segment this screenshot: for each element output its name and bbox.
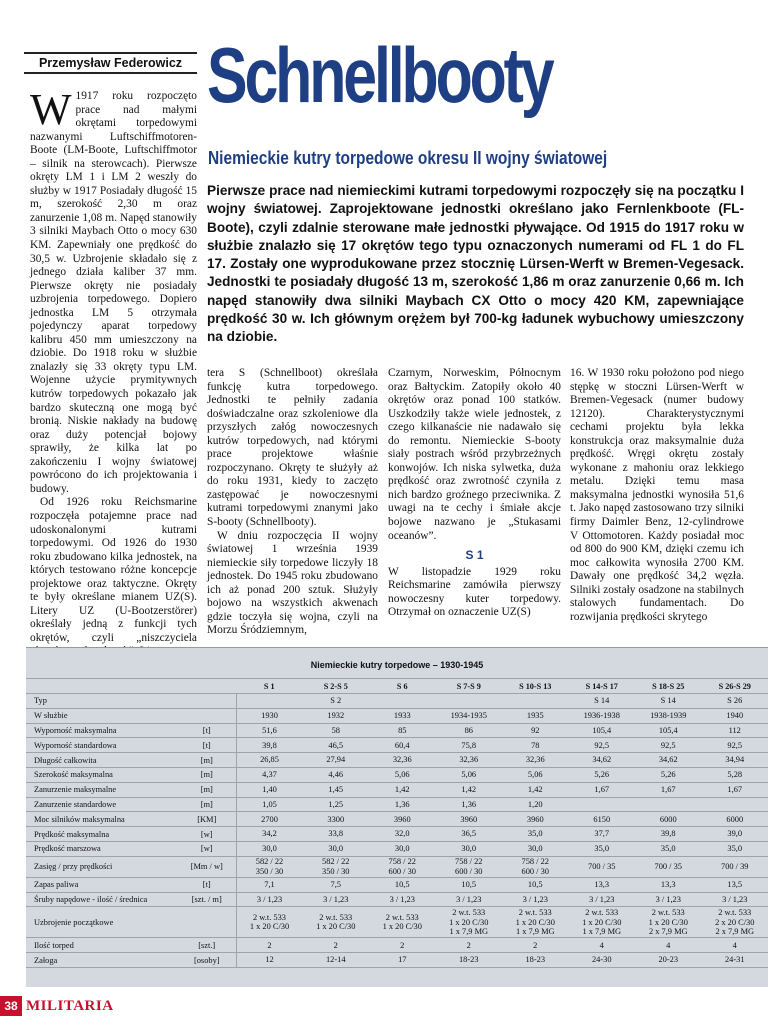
row-unit: [Mm / w] bbox=[178, 856, 236, 877]
table-cell: 3 / 1,23 bbox=[303, 892, 370, 907]
table-cell: 20-23 bbox=[635, 953, 702, 968]
table-cell: 32,36 bbox=[436, 753, 503, 768]
table-cell: 60,4 bbox=[369, 738, 436, 753]
table-cell: 582 / 22 350 / 30 bbox=[236, 856, 303, 877]
table-cell: 3960 bbox=[436, 812, 503, 827]
table-cell: 2 w.t. 533 1 x 20 C/30 1 x 7,9 MG bbox=[569, 907, 636, 938]
table-cell: 30,0 bbox=[436, 841, 503, 856]
row-unit: [m] bbox=[178, 767, 236, 782]
table-cell: 4,37 bbox=[236, 767, 303, 782]
table-cell: 3960 bbox=[502, 812, 569, 827]
row-unit: [m] bbox=[178, 797, 236, 812]
table-cell: 39,8 bbox=[236, 738, 303, 753]
table-cell: 2 w.t. 533 1 x 20 C/30 2 x 7,9 MG bbox=[635, 907, 702, 938]
table-cell: 10,5 bbox=[436, 877, 503, 892]
table-cell: 30,0 bbox=[369, 841, 436, 856]
table-cell: 6000 bbox=[702, 812, 768, 827]
table-cell: 92,5 bbox=[635, 738, 702, 753]
table-cell bbox=[436, 694, 503, 709]
table-cell: 3 / 1,23 bbox=[369, 892, 436, 907]
table-cell: 10,5 bbox=[502, 877, 569, 892]
table-cell bbox=[502, 694, 569, 709]
table-cell: 18-23 bbox=[502, 953, 569, 968]
table-cell: 1,67 bbox=[702, 782, 768, 797]
table-cell: 700 / 35 bbox=[635, 856, 702, 877]
row-unit bbox=[178, 694, 236, 709]
table-cell: 1932 bbox=[303, 708, 370, 723]
table-cell bbox=[236, 694, 303, 709]
column-header: S 26-S 29 bbox=[702, 679, 768, 694]
table-cell: 34,2 bbox=[236, 827, 303, 842]
row-label: Prędkość marszowa bbox=[26, 841, 178, 856]
table-row bbox=[26, 938, 768, 953]
row-label: Zapas paliwa bbox=[26, 877, 178, 892]
table-cell: 1,67 bbox=[635, 782, 702, 797]
table-cell: 1,42 bbox=[436, 782, 503, 797]
table-cell: 3 / 1,23 bbox=[236, 892, 303, 907]
table-row bbox=[26, 892, 768, 907]
table-cell: 7,5 bbox=[303, 877, 370, 892]
table-cell: 105,4 bbox=[569, 723, 636, 738]
row-unit: [w] bbox=[178, 841, 236, 856]
page-footer bbox=[0, 996, 200, 1016]
table-cell: 582 / 22 350 / 30 bbox=[303, 856, 370, 877]
table-cell: 2700 bbox=[236, 812, 303, 827]
table-row bbox=[26, 797, 768, 812]
row-label: Moc silników maksymalna bbox=[26, 812, 178, 827]
row-unit: [m] bbox=[178, 753, 236, 768]
table-cell: 18-23 bbox=[436, 953, 503, 968]
row-label: Typ bbox=[26, 694, 178, 709]
table-cell: 1934-1935 bbox=[436, 708, 503, 723]
lead-paragraph: Pierwsze prace nad niemieckimi kutrami torpedowymi rozpoczęły się na początku I wojny światowej. Zaprojektowane jednostki określano jako Fernlenkboote (FL-Boote), czyli zdalnie sterowane małe jednostki pływające. Od 1915 do 1917 roku w służbie znalazło się 17 okrętów tego typu oznaczonych numerami od FL 1 do FL 17. Zostały one wyprodukowane przez stocznię Lürsen-Werft w Bremen-Vegesack. Jednostki te posiadały długość 13 m, szerokość 1,86 m oraz zanurzenie 0,66 m. Ich napęd stanowiły dwa silniki Maybach CX Otto o mocy 420 KM, zapewniające prędkość 30 w. Ich głównym orężem był 700-kg ładunek wybuchowy umieszczony na dziobie. bbox=[207, 183, 744, 345]
row-label: Wyporność maksymalna bbox=[26, 723, 178, 738]
table-cell: 1935 bbox=[502, 708, 569, 723]
body-column-2 bbox=[207, 367, 378, 638]
table-cell: 2 w.t. 533 1 x 20 C/30 bbox=[369, 907, 436, 938]
table-cell: 32,0 bbox=[369, 827, 436, 842]
table-cell: 3 / 1,23 bbox=[436, 892, 503, 907]
table-cell: 7,1 bbox=[236, 877, 303, 892]
table-cell: 46,5 bbox=[303, 738, 370, 753]
table-cell: 2 w.t. 533 1 x 20 C/30 1 x 7,9 MG bbox=[502, 907, 569, 938]
table-cell: 1,42 bbox=[369, 782, 436, 797]
table-cell: 3 / 1,23 bbox=[502, 892, 569, 907]
table-cell: 34,94 bbox=[702, 753, 768, 768]
row-label: Załoga bbox=[26, 953, 178, 968]
section-heading: S 1 bbox=[465, 548, 484, 563]
author-byline: Przemysław Federowicz bbox=[24, 52, 197, 74]
body-paragraph: 16. W 1930 roku położono pod niego stępkę w stoczni Lürsen-Werft w Bremen-Vegesack (numer budowy 12120). Charakterystycznymi cechami projektu była lekka konstrukcja oraz maksymalnie duża prędkość. Wręgi okrętu zostały wykonane z mahoniu oraz lekkiego metalu. Dzięki temu masa maksymalna jednostki wynosiła 51,6 t. Jako napęd zastosowano trzy silniki firmy Daimler Benz, 12-cylindrowe V Ottomotoren. Każdy posiadał moc od 800 do 900 KM, dzięki czemu ich moc całkowita wynosiła 2700 KM. Dawały one prędkość 34,2 węzła. Silniki zostały osadzone na stabilnych stalowych fundamentach. Do rozwijania prędkości skrytego bbox=[570, 367, 744, 623]
table-cell: 26,85 bbox=[236, 753, 303, 768]
table-cell: 35,0 bbox=[702, 841, 768, 856]
column-header: S 1 bbox=[236, 679, 303, 694]
table-cell: 10,5 bbox=[369, 877, 436, 892]
table-cell: 2 w.t. 533 1 x 20 C/30 1 x 7,9 MG bbox=[436, 907, 503, 938]
table-cell: 92,5 bbox=[569, 738, 636, 753]
body-paragraph: W dniu rozpoczęcia II wojny światowej 1 września 1939 niemieckie siły torpedowe liczyły 18 jednostek. Do 1945 roku zbudowano ich aż ponad 200 sztuk. Służyły bojowo na wszystkich akwenach gdzie toczyła się wojna, czyli na Morzu Śródziemnym, bbox=[207, 529, 378, 637]
table-cell: 1,40 bbox=[236, 782, 303, 797]
table-cell: 700 / 35 bbox=[569, 856, 636, 877]
row-label: Śruby napędowe - ilość / średnica bbox=[26, 892, 178, 907]
table-cell: 1933 bbox=[369, 708, 436, 723]
row-unit: [KM] bbox=[178, 812, 236, 827]
column-header: S 6 bbox=[369, 679, 436, 694]
table-cell: 758 / 22 600 / 30 bbox=[436, 856, 503, 877]
table-cell: 1,25 bbox=[303, 797, 370, 812]
table-cell: 36,5 bbox=[436, 827, 503, 842]
table-cell: 92,5 bbox=[702, 738, 768, 753]
table-row bbox=[26, 738, 768, 753]
table-cell: 33,8 bbox=[303, 827, 370, 842]
row-unit bbox=[178, 907, 236, 938]
table-cell: 24-31 bbox=[702, 953, 768, 968]
table-cell: 3960 bbox=[369, 812, 436, 827]
table-cell: 30,0 bbox=[303, 841, 370, 856]
column-header: S 14-S 17 bbox=[569, 679, 636, 694]
table-cell: 2 bbox=[303, 938, 370, 953]
table-cell: 13,5 bbox=[702, 877, 768, 892]
table-row bbox=[26, 723, 768, 738]
specs-table bbox=[26, 678, 768, 968]
table-cell: 1,36 bbox=[436, 797, 503, 812]
table-cell: 78 bbox=[502, 738, 569, 753]
article-subtitle: Niemieckie kutry torpedowe okresu II wojny światowej bbox=[208, 148, 608, 168]
table-cell: 112 bbox=[702, 723, 768, 738]
table-cell: 2 bbox=[502, 938, 569, 953]
body-paragraph: tera S (Schnellboot) określała funkcję kutra torpedowego. Jednostki te pełniły zadania doświadczalne oraz szkoleniowe dla przyszłych załóg nowoczesnych kutrów torpedowych, nad którymi prace projektowe właśnie rozpoczynano. Okręty te służyły aż do roku 1931, kiedy to zaczęto zastępować je nowoczesnymi kutrami torpedowymi znanymi jako S-booty (Schnellbooty). bbox=[207, 367, 378, 529]
table-cell: 2 bbox=[369, 938, 436, 953]
table-cell: 5,06 bbox=[369, 767, 436, 782]
row-label: W służbie bbox=[26, 708, 178, 723]
table-cell: 3 / 1,23 bbox=[702, 892, 768, 907]
table-cell: 32,36 bbox=[502, 753, 569, 768]
table-cell bbox=[635, 797, 702, 812]
specs-table-panel bbox=[26, 647, 768, 987]
row-unit: [t] bbox=[178, 877, 236, 892]
row-unit: [osoby] bbox=[178, 953, 236, 968]
body-paragraph: Czarnym, Norweskim, Północnym oraz Bałtyckim. Zatopiły około 40 okrętów oraz ponad 100 statków. Uszkodziły także wiele jednostek, z czego kilkanaście nie nadawało się do remontu. Niemieckie S-booty siały postrach wśród przybrzeżnych konwojów. Ich niska sylwetka, duża prędkość oraz zwrotność czyniła z nich bardzo groźnego przeciwnika. Z uwagi na te cechy i śmiałe akcje bojowe nazwano je „Stukasami oceanów”. bbox=[388, 367, 561, 542]
table-cell: 86 bbox=[436, 723, 503, 738]
table-row bbox=[26, 841, 768, 856]
table-cell: 1,45 bbox=[303, 782, 370, 797]
table-cell: 24-30 bbox=[569, 953, 636, 968]
magazine-logo: MILITARIA bbox=[26, 998, 114, 1014]
table-cell: 5,28 bbox=[702, 767, 768, 782]
table-cell: 13,3 bbox=[635, 877, 702, 892]
table-cell: 3 / 1,23 bbox=[569, 892, 636, 907]
table-cell: 3 / 1,23 bbox=[635, 892, 702, 907]
row-label: Długość całkowita bbox=[26, 753, 178, 768]
row-unit: [szt. / m] bbox=[178, 892, 236, 907]
table-cell: 758 / 22 600 / 30 bbox=[502, 856, 569, 877]
table-cell: 2 bbox=[236, 938, 303, 953]
table-cell: 1938-1939 bbox=[635, 708, 702, 723]
body-column-4 bbox=[570, 367, 744, 624]
table-cell: 30,0 bbox=[502, 841, 569, 856]
table-cell: 4 bbox=[635, 938, 702, 953]
table-cell: 35,0 bbox=[635, 841, 702, 856]
table-cell: 92 bbox=[502, 723, 569, 738]
table-cell bbox=[369, 694, 436, 709]
body-column-1: W 1917 roku rozpoczęto prace nad małymi okrętami torpedowymi nazwanymi Luftschiffmotoren-Boote (LM-Boote, Luftschiffmotor – silnik na sterowcach). Pierwsze okręty LM 1 i LM 2 weszły do służby w 1917 Posiadały długość 15 m, szerokość 2,30 m oraz zanurzenie 1,08 m. Napęd stanowiły 3 silniki Maybach Otto o mocy 630 KM. Zapewniały one prędkość do 30,5 w. Uzbrojenie składało się z jednego działa kaliber 37 mm. Pierwsze okręty nie posiadały uzbrojenia torpedowego. Dopiero jednostka LM 5 otrzymała pojedynczy aparat torpedowy kalibru 450 mm umieszczony na dziobie. Do 1918 roku w służbie znalazły się 33 okręty typu LM. Wojenne użycie prymitywnych kutrów torpedowych pokazało jak bardzo skuteczną one mogą być bronią. Niskie nakłady na budowę oraz duży potencjał bojowy sprawiły, że kilka lat po zakończeniu I wojny światowej powrócono do ich projektowania i budowy. Od 1926 roku Reichsmarine rozpoczęła potajemne prace nad udoskonalonymi kutrami torpedowymi. Od 1926 do 1930 roku zbudowano kilka jednostek, na których testowano różne koncepcje projektowe oraz taktyczne. Okręty te były określane mianem UZ(S). Litery UZ (U-Bootzerstörer) określały jedną z funkcji tych okrętów, czyli „niszczyciela bbox=[30, 90, 197, 659]
table-cell: 4 bbox=[569, 938, 636, 953]
column-header: S 18-S 25 bbox=[635, 679, 702, 694]
table-cell: 5,06 bbox=[436, 767, 503, 782]
table-row bbox=[26, 753, 768, 768]
table-cell: 4,46 bbox=[303, 767, 370, 782]
row-label: Wyporność standardowa bbox=[26, 738, 178, 753]
table-cell: 1940 bbox=[702, 708, 768, 723]
body-column-3 bbox=[388, 367, 561, 620]
table-row bbox=[26, 694, 768, 709]
row-unit: [t] bbox=[178, 738, 236, 753]
table-row bbox=[26, 877, 768, 892]
table-cell: 58 bbox=[303, 723, 370, 738]
table-cell bbox=[702, 797, 768, 812]
table-cell: 758 / 22 600 / 30 bbox=[369, 856, 436, 877]
table-cell: S 26 bbox=[702, 694, 768, 709]
table-cell: 5,26 bbox=[569, 767, 636, 782]
table-cell: 13,3 bbox=[569, 877, 636, 892]
row-unit: [szt.] bbox=[178, 938, 236, 953]
row-label: Zanurzenie standardowe bbox=[26, 797, 178, 812]
row-label: Szerokość maksymalna bbox=[26, 767, 178, 782]
body-paragraph: Od 1926 roku Reichsmarine rozpoczęła potajemne prace nad udoskonalonymi kutrami torpedowymi. Od 1926 do 1930 roku zbudowano kilka jednostek, na których testowano różne koncepcje projektowe oraz taktyczne. Okręty te były określane mianem UZ(S). Litery UZ (U-Bootzerstörer) określały jedną z funkcji tych okrętów, czyli „niszczyciela bbox=[30, 496, 197, 644]
table-cell: 4 bbox=[702, 938, 768, 953]
table-cell: 17 bbox=[369, 953, 436, 968]
table-cell: S 2 bbox=[303, 694, 370, 709]
table-cell: 1936-1938 bbox=[569, 708, 636, 723]
table-cell: 1930 bbox=[236, 708, 303, 723]
table-cell: 85 bbox=[369, 723, 436, 738]
table-cell: 3300 bbox=[303, 812, 370, 827]
table-cell: 1,36 bbox=[369, 797, 436, 812]
row-label: Zanurzenie maksymalne bbox=[26, 782, 178, 797]
column-header: S 10-S 13 bbox=[502, 679, 569, 694]
table-cell: 2 w.t. 533 2 x 20 C/30 2 x 7,9 MG bbox=[702, 907, 768, 938]
table-cell: 1,67 bbox=[569, 782, 636, 797]
table-row bbox=[26, 782, 768, 797]
table-cell: 34,62 bbox=[569, 753, 636, 768]
table-cell: 6150 bbox=[569, 812, 636, 827]
table-cell: 6000 bbox=[635, 812, 702, 827]
article-title: Schnellbooty bbox=[207, 31, 552, 119]
table-cell: 75,8 bbox=[436, 738, 503, 753]
row-label: Prędkość maksymalna bbox=[26, 827, 178, 842]
table-cell: 700 / 39 bbox=[702, 856, 768, 877]
table-cell: 39,0 bbox=[702, 827, 768, 842]
row-unit: [w] bbox=[178, 827, 236, 842]
table-row bbox=[26, 907, 768, 938]
table-cell: 30,0 bbox=[236, 841, 303, 856]
table-title: Niemieckie kutry torpedowe – 1930-1945 bbox=[310, 660, 484, 670]
table-cell: 2 bbox=[436, 938, 503, 953]
table-row bbox=[26, 812, 768, 827]
table-cell: S 14 bbox=[635, 694, 702, 709]
column-header: S 2-S 5 bbox=[303, 679, 370, 694]
table-row bbox=[26, 767, 768, 782]
table-cell: S 14 bbox=[569, 694, 636, 709]
table-row bbox=[26, 953, 768, 968]
table-cell: 2 w.t. 533 1 x 20 C/30 bbox=[303, 907, 370, 938]
table-cell: 1,05 bbox=[236, 797, 303, 812]
table-cell: 2 w.t. 533 1 x 20 C/30 bbox=[236, 907, 303, 938]
table-cell: 105,4 bbox=[635, 723, 702, 738]
table-cell: 37,7 bbox=[569, 827, 636, 842]
row-unit: [m] bbox=[178, 782, 236, 797]
table-cell: 51,6 bbox=[236, 723, 303, 738]
row-unit bbox=[178, 708, 236, 723]
table-cell: 32,36 bbox=[369, 753, 436, 768]
table-cell: 12 bbox=[236, 953, 303, 968]
table-row bbox=[26, 827, 768, 842]
table-row bbox=[26, 708, 768, 723]
table-cell: 35,0 bbox=[569, 841, 636, 856]
table-cell: 1,20 bbox=[502, 797, 569, 812]
row-unit: [t] bbox=[178, 723, 236, 738]
table-cell: 5,26 bbox=[635, 767, 702, 782]
table-cell: 12-14 bbox=[303, 953, 370, 968]
row-label: Ilość torped bbox=[26, 938, 178, 953]
drop-cap: W bbox=[30, 85, 72, 134]
table-row bbox=[26, 856, 768, 877]
row-label: Zasięg / przy prędkości bbox=[26, 856, 178, 877]
table-header-row bbox=[26, 679, 768, 694]
table-cell: 5,06 bbox=[502, 767, 569, 782]
table-cell: 27,94 bbox=[303, 753, 370, 768]
page-number: 38 bbox=[0, 996, 22, 1016]
table-cell bbox=[569, 797, 636, 812]
row-label: Uzbrojenie początkowe bbox=[26, 907, 178, 938]
table-cell: 1,42 bbox=[502, 782, 569, 797]
body-paragraph: W listopadzie 1929 roku Reichsmarine zamówiła pierwszy nowoczesny kuter torpedowy. Otrzymał on oznaczenie UZ(S) bbox=[388, 565, 561, 619]
column-header: S 7-S 9 bbox=[436, 679, 503, 694]
table-cell: 34,62 bbox=[635, 753, 702, 768]
table-cell: 35,0 bbox=[502, 827, 569, 842]
table-cell: 39,8 bbox=[635, 827, 702, 842]
